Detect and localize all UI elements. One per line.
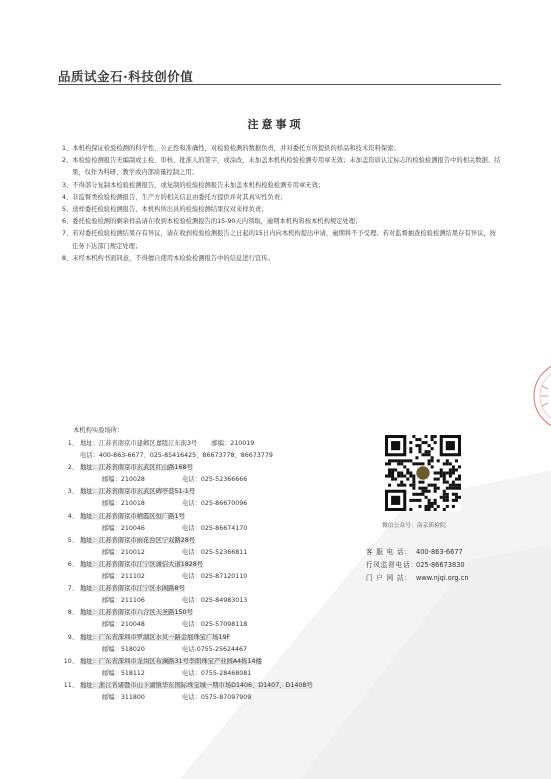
site-phone: 电话：025-52366811	[182, 548, 248, 556]
site-row	[58, 462, 388, 474]
notice-item: 1、本机构保证检验检测的科学性、公正性和准确性，对检验检测的数据负责，并对委托方所提供的样品和技术资料保密；	[62, 145, 400, 152]
site-postcode: 邮编：311800	[102, 693, 145, 701]
site-row	[58, 511, 388, 523]
site-address: 地址：江苏省南京市六合区天圣路150号	[80, 609, 193, 617]
contact-line	[366, 546, 469, 559]
site-row	[58, 656, 388, 668]
site-address: 地址：广东省深圳市罗湖区水贝一路金展珠宝广场19F	[80, 633, 231, 641]
site-row	[58, 450, 388, 462]
contact-value: 025-86673830	[416, 560, 465, 569]
site-address: 地址：江苏省南京市江宁区诚信大道1828号	[80, 560, 204, 568]
site-postcode: 邮编：210019	[211, 440, 255, 447]
site-phone: 电话：025-52366666	[182, 476, 248, 484]
site-postcode: 邮编：210048	[102, 621, 145, 629]
header-divider	[58, 84, 501, 85]
site-postcode: 邮编：211106	[102, 597, 145, 605]
header-slogan: 品质试金石·科技创价值	[58, 69, 194, 84]
site-row	[58, 559, 388, 571]
qr-caption: 微信公众号：南京质检院	[382, 523, 446, 529]
site-postcode: 邮编：210028	[102, 476, 145, 484]
contact-label: 行风监督电话：	[366, 560, 418, 569]
site-address: 地址：广东省深圳市龙岗区布澜路31号李朗珠宝产业园A4栋14楼	[80, 657, 262, 665]
notice-item: 2、本检验检测报告无编制或主检、审核、批准人的签字，或涂改、未加盖本机构检验检测专用章无效；未加盖资质认定标志的检验检测报告中的相关数据、结果，仅作为科研、教学或内部质量控制之用；	[62, 157, 501, 177]
site-number: 5、	[67, 536, 78, 544]
site-address: 地址：江苏省南京市雨花台区宁双路28号	[80, 536, 196, 544]
site-number: 1、	[67, 440, 78, 447]
site-number: 10、	[63, 657, 78, 665]
site-phone: 电话：025-57098118	[182, 621, 248, 629]
red-seal-stamp	[528, 356, 551, 436]
contact-line	[366, 572, 469, 585]
site-postcode: 邮编：211102	[102, 573, 145, 581]
contact-label: 门 户 网 站：	[366, 573, 412, 582]
contact-value: www.njqi.org.cn	[416, 573, 469, 582]
notice-item: 7、若对委托检验检测结果存有异议，请在收到检验检测报告之日起的15日内向本机构提出申请，逾期将不予受理；若对监督抽查检验检测结果存有异议，按任务下达部门规定处理；	[62, 230, 496, 250]
site-number: 9、	[67, 633, 78, 641]
site-postcode: 邮编：210018	[102, 500, 145, 508]
site-postcode: 邮编：210046	[102, 524, 145, 532]
site-phone: 电话：025-84983013	[182, 597, 248, 605]
sites-label: 本机构实验场所：	[73, 427, 124, 434]
site-row	[58, 583, 388, 595]
notice-item: 3、不得部分复制本检验检测报告，或复制的检验检测报告未加盖本机构检验检测专用章无效；	[62, 181, 325, 189]
site-row	[58, 571, 388, 583]
site-row	[58, 607, 388, 619]
site-postcode: 邮编：210012	[102, 548, 145, 556]
contact-line	[366, 559, 469, 572]
site-postcode: 邮编：518112	[102, 669, 145, 677]
site-address: 地址：江苏省南京市栖霞区恒广路1号	[80, 512, 185, 520]
site-row	[58, 680, 388, 692]
site-number: 3、	[67, 488, 78, 496]
site-number: 11、	[63, 681, 78, 689]
site-row	[58, 632, 388, 644]
site-phone: 电话：025-86674170	[182, 524, 248, 532]
site-address: 电话：400-863-6677、025-85416425、86673778、86673779	[80, 452, 273, 460]
site-postcode: 邮编：518020	[102, 645, 145, 653]
site-number: 6、	[67, 560, 78, 568]
notice-list	[62, 143, 502, 265]
site-number: 7、	[67, 585, 78, 593]
site-address: 地址：浙江省诸暨市山下湖镇华东国际珠宝城一期市场D1406、D1407、D1408号	[80, 681, 313, 689]
notice-item: 8、未经本机构书面同意，不得擅自使用本检验检测报告中的信息进行宣传。	[62, 254, 274, 262]
site-phone: 电话：0575-87097909	[182, 693, 252, 701]
site-row	[58, 535, 388, 547]
site-row	[58, 619, 388, 631]
site-address: 地址：江苏省南京市江宁区水阁路8号	[80, 585, 185, 593]
wechat-qr-code	[385, 435, 461, 511]
site-phone: 电话:0755-25624467	[182, 645, 248, 653]
site-row	[58, 498, 388, 510]
notice-item: 6、委托检验检测的剩余样品请在收到本检验检测报告的15-90天内领取，逾期本机构将按本机构规定处理；	[62, 218, 362, 226]
notice-title: 注意事项	[247, 118, 304, 131]
site-row	[58, 595, 388, 607]
site-row	[58, 668, 388, 680]
site-number: 8、	[67, 609, 78, 617]
site-number: 4、	[67, 512, 78, 520]
contact-info	[366, 546, 469, 584]
notice-item: 5、送样委托检验检测报告，本机构所出具的检验检测结果仅对来样负责；	[62, 206, 268, 214]
site-address: 地址：江苏省南京市玄武区红山路168号	[80, 464, 193, 472]
contact-label: 客 服 电 话：	[366, 548, 412, 556]
site-address-list	[58, 438, 388, 704]
site-row	[58, 486, 388, 498]
site-row	[58, 692, 388, 704]
site-row	[58, 644, 388, 656]
site-row	[58, 438, 388, 450]
site-row	[58, 547, 388, 559]
site-address: 地址：江苏省南京市玄武区碑亭巷51-1号	[80, 488, 196, 496]
notice-item: 4、非监督类检验检测报告，生产方的相关信息由委托方提供并对其真实性负责；	[62, 193, 287, 201]
site-phone: 电话：025-86670096	[182, 500, 248, 508]
contact-value: 400-863-6677	[416, 548, 463, 556]
site-row	[58, 523, 388, 535]
site-address: 地址：江苏省南京市建邺区嘉陵江东街3号	[80, 440, 198, 447]
site-phone: 电话：0755-28468081	[182, 669, 252, 677]
site-row	[58, 474, 388, 486]
site-number: 2、	[67, 464, 78, 472]
site-phone: 电话：025-87120110	[182, 573, 248, 581]
